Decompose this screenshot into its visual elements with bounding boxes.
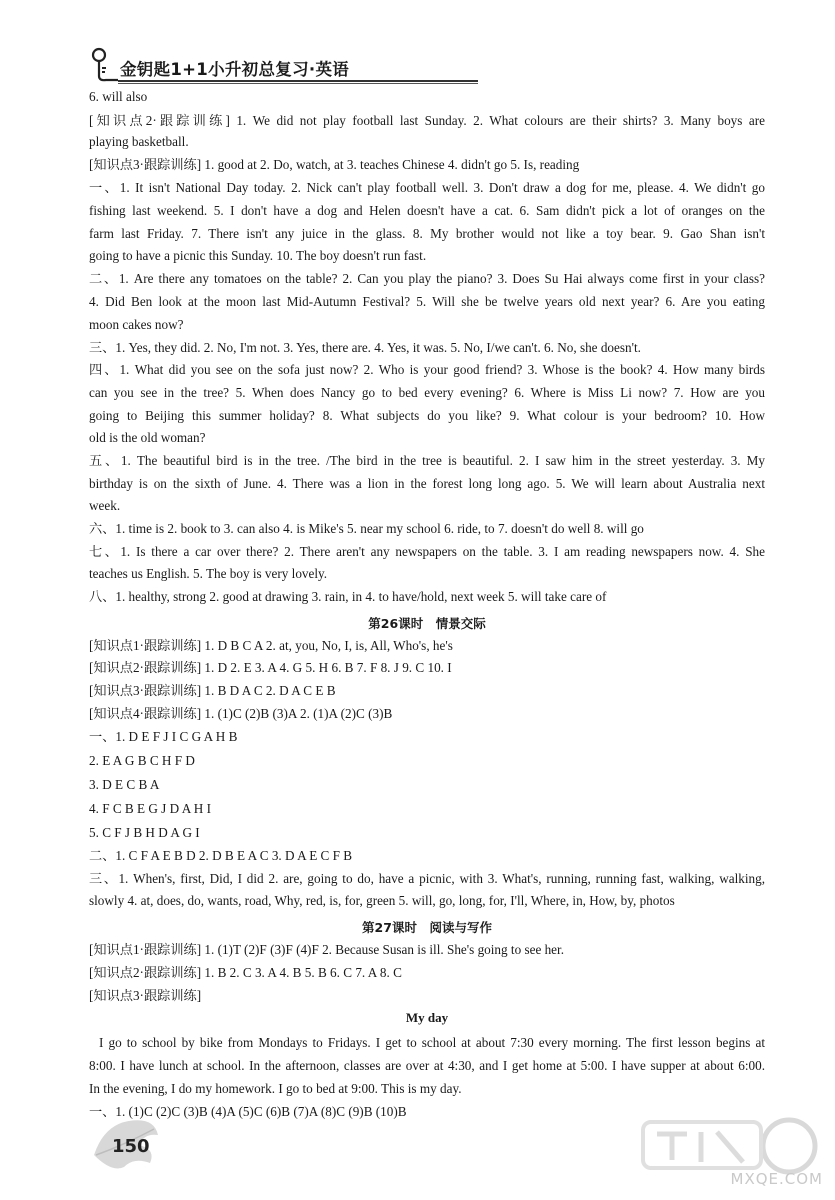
text-line: 三、1. When's, first, Did, I did 2. are, going to do, have a picnic, with 3. What's, running, running fast, walking, walking, — [89, 871, 765, 886]
text-line: 八、1. healthy, strong 2. good at drawing 3. rain, in 4. to have/hold, next week 5. will take care of — [89, 589, 607, 604]
section-title-lesson26: 第26课时 情景交际 — [368, 616, 486, 631]
key-icon — [88, 46, 122, 84]
text-line: 4. F C B E G J D A H I — [89, 801, 212, 816]
text-line: farm last Friday. 7. There isn't any juice in the glass. 8. My brother would not like a toy bear. 9. Gao Shan isn't — [89, 226, 765, 241]
text-line: 一、1. (1)C (2)C (3)B (4)A (5)C (6)B (7)A (8)C (9)B (10)B — [89, 1104, 407, 1119]
text-line: 3. D E C B A — [89, 777, 160, 792]
text-line: fishing last weekend. 5. I don't have a dog and Helen doesn't have a cat. 6. Sam didn't pick a lot of oranges on the — [89, 203, 765, 218]
text-line: birthday is on the sixth of June. 4. There was a lion in the forest long long ago. 5. We will learn about Australia next — [89, 476, 765, 491]
text-line: [知识点3·跟踪训练] — [89, 988, 202, 1003]
text-line: 七、1. Is there a car over there? 2. There aren't any newspapers on the table. 3. I am reading newspapers now. 4. She — [89, 544, 765, 559]
text-line: [知识点1·跟踪训练] 1. (1)T (2)F (3)F (4)F 2. Because Susan is ill. She's going to see her. — [89, 942, 564, 957]
text-line: 三、1. Yes, they did. 2. No, I'm not. 3. Yes, there are. 4. Yes, it was. 5. No, I/we can't. 6. No, she doesn't. — [89, 340, 641, 355]
text-line: 四、1. What did you see on the sofa just now? 2. Who is your good friend? 3. Whose is the book? 4. How many birds — [89, 362, 765, 377]
text-line: 五、1. The beautiful bird is in the tree. /The bird in the tree is beautiful. 2. I saw him in the street yesterday. 3. My — [89, 453, 765, 468]
header-rule — [118, 80, 478, 82]
page-header — [88, 46, 388, 86]
text-line: 2. E A G B C H F D — [89, 753, 195, 768]
text-line: [知识点2·跟踪训练] 1. We did not play football last Sunday. 2. What colours are their shirts? 3. Many boys are — [89, 113, 765, 128]
text-line: [知识点1·跟踪训练] 1. D B C A 2. at, you, No, I, is, All, Who's, he's — [89, 638, 453, 653]
text-line: 六、1. time is 2. book to 3. can also 4. is Mike's 5. near my school 6. ride, to 7. doesn't do well 8. will go — [89, 521, 644, 536]
text-line: 5. C F J B H D A G I — [89, 825, 200, 840]
essay-line: I go to school by bike from Mondays to Fridays. I get to school at about 7:30 every morning. The first lesson begins at — [99, 1035, 765, 1050]
text-line: 4. Did Ben look at the moon last Mid-Autumn Festival? 5. Will she be twelve years old next year? 6. Are you eating — [89, 294, 765, 309]
text-line: playing basketball. — [89, 134, 189, 149]
text-line: [知识点3·跟踪训练] 1. B D A C 2. D A C E B — [89, 683, 336, 698]
watermark-text: MXQE.COM — [730, 1170, 823, 1188]
section-title-lesson27: 第27课时 阅读与写作 — [362, 920, 492, 935]
text-line: going to Beijing this summer holiday? 8. What subjects do you like? 9. What colour is your bedroom? 10. How — [89, 408, 765, 423]
text-line: [知识点3·跟踪训练] 1. good at 2. Do, watch, at 3. teaches Chinese 4. didn't go 5. Is, reading — [89, 157, 580, 172]
book-title: 金钥匙1+1小升初总复习·英语 — [120, 60, 350, 79]
text-line: 二、1. C F A E B D 2. D B E A C 3. D A E C F B — [89, 848, 353, 863]
text-line: week. — [89, 498, 121, 513]
header-rule-thin — [118, 83, 478, 84]
text-line: [知识点2·跟踪训练] 1. D 2. E 3. A 4. G 5. H 6. B 7. F 8. J 9. C 10. I — [89, 660, 452, 675]
text-line: old is the old woman? — [89, 430, 206, 445]
text-line: 6. will also — [89, 89, 148, 104]
essay-line: 8:00. I have lunch at school. In the afternoon, classes are over at 4:30, and I get home at 5:00. I have supper at about 6:00. — [89, 1058, 765, 1073]
text-line: 一、1. D E F J I C G A H B — [89, 729, 238, 744]
text-line: going to have a picnic this Sunday. 10. The boy doesn't run fast. — [89, 248, 427, 263]
essay-title: My day — [405, 1010, 449, 1025]
text-line: moon cakes now? — [89, 317, 184, 332]
essay-line: In the evening, I do my homework. I go to bed at 9:00. This is my day. — [89, 1081, 462, 1096]
text-line: can you see in the tree? 5. When does Nancy go to bed every evening? 6. Where is Miss Li now? 7. How are you — [89, 385, 765, 400]
page-number: 150 — [112, 1136, 150, 1157]
text-line: [知识点2·跟踪训练] 1. B 2. C 3. A 4. B 5. B 6. C 7. A 8. C — [89, 965, 402, 980]
text-line: [知识点4·跟踪训练] 1. (1)C (2)B (3)A 2. (1)A (2)C (3)B — [89, 706, 393, 721]
text-line: slowly 4. at, does, do, wants, road, Why, red, is, for, green 5. will, go, long, for, I'll, Where, in, How, by, photos — [89, 893, 675, 908]
text-line: teaches us English. 5. The boy is very lovely. — [89, 566, 328, 581]
text-line: 一、1. It isn't National Day today. 2. Nick can't play football well. 3. Don't draw a dog for me, please. 4. We didn't go — [89, 180, 765, 195]
text-line: 二、1. Are there any tomatoes on the table? 2. Can you play the piano? 3. Does Su Hai always come first in your class? — [89, 271, 765, 286]
